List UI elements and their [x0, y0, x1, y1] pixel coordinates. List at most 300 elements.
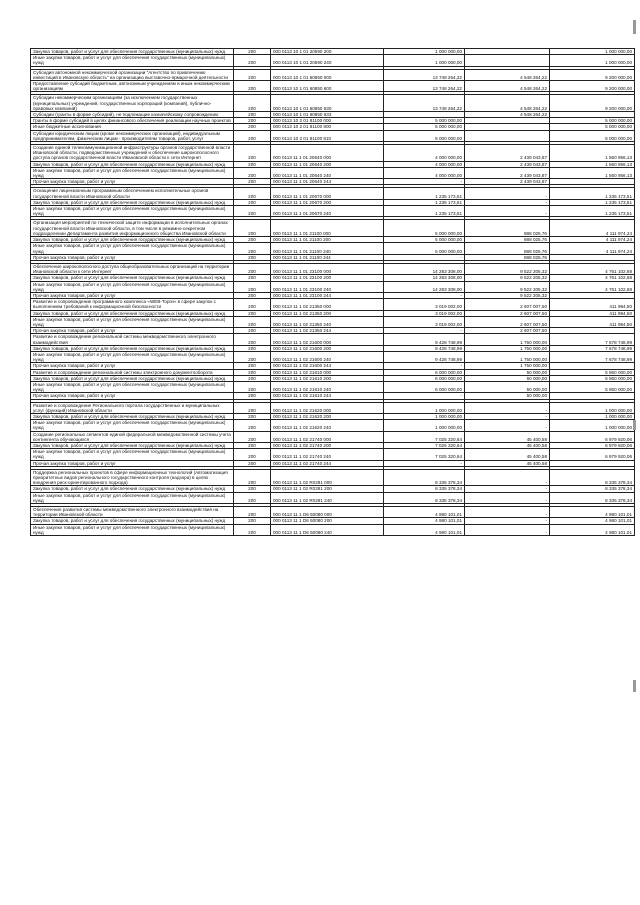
table-row: [31, 449, 635, 460]
cell-code: 200: [234, 118, 271, 124]
cell-name: Иные закупки товаров, работ и услуг для обеспечения государственных (муниципальных) нужд: [31, 243, 234, 254]
table-row: [31, 81, 635, 92]
budget-report-page: [30, 48, 632, 536]
cell-v2: 2 439 043,87: [465, 167, 550, 178]
cell-v1: 8 335 378,34: [384, 486, 465, 492]
cell-kbk: 000 0113 11 1 01 21100 000: [271, 220, 384, 237]
cell-v2: -: [465, 507, 550, 518]
cell-name: Закупка товаров, работ и услуг для обеспечения государственных (муниципальных) нужд: [31, 486, 234, 492]
cell-kbk: 000 0113 11 1 02 21620 000: [271, 402, 384, 413]
cell-name: Иные закупки товаров, работ и услуг для обеспечения государственных (муниципальных) нужд: [31, 167, 234, 178]
cell-v3: 6 979 920,06: [550, 443, 635, 449]
cell-v3: 411 994,50: [550, 299, 635, 310]
cell-v2: -: [465, 413, 550, 419]
cell-v3: 411 994,50: [550, 310, 635, 316]
cell-code: 200: [234, 492, 271, 503]
cell-kbk: 000 0113 11 1 01 20640 000: [271, 145, 384, 162]
cell-v3: 1 560 956,13: [550, 167, 635, 178]
cell-name: Развитие и сопровождение программного комплекса «WEB-Торги» в сфере закупок с выполнением требований к информационной безопасности: [31, 299, 234, 310]
cell-name: Иные бюджетные ассигнования: [31, 124, 234, 130]
cell-code: 200: [234, 292, 271, 298]
cell-name: Прочая закупка товаров, работ и услуг: [31, 292, 234, 298]
cell-v3: 1 235 173,51: [550, 206, 635, 217]
cell-v1: 4 000 000,00: [384, 161, 465, 167]
cell-kbk: 000 0113 11 1 01 20640 200: [271, 161, 384, 167]
cell-code: 200: [234, 443, 271, 449]
cell-kbk: 000 0113 11 1 01 23100 000: [271, 263, 384, 274]
cell-code: 200: [234, 363, 271, 369]
cell-code: 200: [234, 420, 271, 431]
cell-v2: 2 607 007,50: [465, 316, 550, 327]
cell-v1: 1 000 000,00: [384, 402, 465, 413]
cell-v1: 3 019 002,00: [384, 316, 465, 327]
cell-kbk: 000 0113 11 1 02 21620 200: [271, 413, 384, 419]
cell-v2: 2 439 043,87: [465, 179, 550, 185]
cell-kbk: 000 0113 11 1 02 21600 000: [271, 334, 384, 345]
cell-v2: [465, 130, 550, 141]
cell-v1: 1 000 000,00: [384, 55, 465, 66]
cell-name: Закупка товаров, работ и услуг для обеспечения государственных (муниципальных) нужд: [31, 237, 234, 243]
cell-name: Оснащение лицензионным программным обеспечением исполнительных органов государственной власти Ивановской области: [31, 188, 234, 199]
cell-name: Закупка товаров, работ и услуг для обеспечения государственных (муниципальных) нужд: [31, 375, 234, 381]
cell-code: 200: [234, 431, 271, 442]
table-row: [31, 299, 635, 310]
table-row: [31, 263, 635, 274]
cell-kbk: 000 0113 11 1 02 21740 240: [271, 449, 384, 460]
cell-v2: 2 607 007,50: [465, 310, 550, 316]
cell-code: 200: [234, 310, 271, 316]
cell-v3: 4 761 102,68: [550, 281, 635, 292]
cell-v1: 5 000 000,00: [384, 237, 465, 243]
cell-code: 200: [234, 328, 271, 334]
table-row: [31, 507, 635, 518]
cell-v1: 8 335 378,34: [384, 469, 465, 486]
cell-v1: 1 000 000,00: [384, 49, 465, 55]
cell-name: Закупка товаров, работ и услуг для обеспечения государственных (муниципальных) нужд: [31, 345, 234, 351]
cell-v1: 1 235 173,51: [384, 206, 465, 217]
table-row: [31, 524, 635, 535]
cell-v1: 4 980 101,01: [384, 507, 465, 518]
cell-v1: -: [384, 363, 465, 369]
cell-v3: 5 950 000,00: [550, 375, 635, 381]
cell-v3: 4 111 974,24: [550, 220, 635, 237]
cell-name: Создание региональных сегментов единой федеральной межведомственной системы учета контингента обучающихся: [31, 431, 234, 442]
cell-v2: 888 025,76: [465, 254, 550, 260]
table-row: [31, 402, 635, 413]
cell-v3: 1 000 000,00: [550, 49, 635, 55]
cell-code: 200: [234, 69, 271, 80]
cell-v2: -: [465, 420, 550, 431]
cell-v3: 7 678 748,99: [550, 334, 635, 345]
cell-name: Иные закупки товаров, работ и услуг для обеспечения государственных (муниципальных) нужд: [31, 449, 234, 460]
cell-code: 200: [234, 402, 271, 413]
table-row: [31, 167, 635, 178]
cell-code: 200: [234, 254, 271, 260]
cell-kbk: 000 0113 11 1 01 21100 240: [271, 243, 384, 254]
cell-code: 200: [234, 243, 271, 254]
cell-v1: -: [384, 460, 465, 466]
cell-v2: -: [465, 469, 550, 486]
table-row: [31, 188, 635, 199]
cell-v2: 888 025,76: [465, 220, 550, 237]
cell-v3: 9 200 000,00: [550, 81, 635, 92]
cell-kbk: 000 0113 11 1 02 21740 000: [271, 431, 384, 442]
cell-code: 200: [234, 81, 271, 92]
cell-v1: 4 980 101,01: [384, 518, 465, 524]
cell-v2: 9 522 205,32: [465, 281, 550, 292]
cell-v1: -: [384, 254, 465, 260]
budget-execution-table: [30, 48, 635, 536]
cell-name: Прочая закупка товаров, работ и услуг: [31, 179, 234, 185]
cell-name: Закупка товаров, работ и услуг для обеспечения государственных (муниципальных) нужд: [31, 443, 234, 449]
cell-v1: 5 000 000,00: [384, 243, 465, 254]
cell-kbk: 000 0113 11 1 02 21350 200: [271, 310, 384, 316]
cell-kbk: 000 0113 11 1 02 21610 240: [271, 381, 384, 392]
cell-v1: 1 235 173,51: [384, 188, 465, 199]
cell-v2: 9 522 205,32: [465, 275, 550, 281]
cell-v2: 50 000,00: [465, 381, 550, 392]
cell-v3: 5 950 000,00: [550, 369, 635, 375]
cell-v1: 4 000 000,00: [384, 167, 465, 178]
cell-v1: 1 000 000,00: [384, 420, 465, 431]
cell-kbk: 000 0113 11 1 01 21100 200: [271, 237, 384, 243]
cell-v1: 8 335 378,34: [384, 492, 465, 503]
cell-v2: 9 522 205,32: [465, 263, 550, 274]
cell-code: 200: [234, 449, 271, 460]
table-row: [31, 69, 635, 80]
cell-name: Прочая закупка товаров, работ и услуг: [31, 363, 234, 369]
cell-code: 200: [234, 299, 271, 310]
cell-v3: 9 200 000,00: [550, 69, 635, 80]
cell-code: 200: [234, 161, 271, 167]
cell-v2: -: [465, 206, 550, 217]
table-row: [31, 145, 635, 162]
table-body: [31, 49, 635, 536]
cell-v3: 6 979 920,06: [550, 449, 635, 460]
cell-v2: 4 548 264,22: [465, 69, 550, 80]
cell-v1: 4 980 101,01: [384, 524, 465, 535]
cell-v1: -: [384, 328, 465, 334]
cell-v2: 45 400,58: [465, 449, 550, 460]
cell-v3: 1 000 000,00: [550, 55, 635, 66]
cell-v3: 8 335 378,34: [550, 469, 635, 486]
cell-v3: 5 950 000,00: [550, 381, 635, 392]
cell-code: 200: [234, 316, 271, 327]
cell-name: Прочая закупка товаров, работ и услуг: [31, 393, 234, 399]
table-row: [31, 130, 635, 141]
cell-kbk: 000 0113 10 2 01 81100 000: [271, 118, 384, 124]
cell-name: Обеспечение широкополосного доступа общеобразовательных организаций на территории Ивановской области к сети Интернет: [31, 263, 234, 274]
cell-v3: 411 994,50: [550, 316, 635, 327]
cell-code: 200: [234, 55, 271, 66]
table-row: [31, 243, 635, 254]
cell-name: Организация мероприятий по технической защите информации в исполнительных органах государственной власти Ивановской области, в том числе в режимно-секретном подразделении Департамента развития информационного общества Ивановской области: [31, 220, 234, 237]
scan-artifact: [633, 680, 636, 692]
cell-v1: 6 000 000,00: [384, 381, 465, 392]
cell-kbk: 000 0113 11 1 01 23100 240: [271, 281, 384, 292]
cell-v2: -: [465, 524, 550, 535]
table-row: [31, 492, 635, 503]
cell-v1: 14 283 308,00: [384, 281, 465, 292]
cell-kbk: 000 0113 11 1 02 21620 240: [271, 420, 384, 431]
table-row: [31, 316, 635, 327]
cell-code: 200: [234, 275, 271, 281]
cell-v1: -: [384, 292, 465, 298]
cell-v1: 5 000 000,00: [384, 220, 465, 237]
cell-v3: 1 000 000,00: [550, 420, 635, 431]
cell-v3: 4 980 101,01: [550, 524, 635, 535]
cell-kbk: 000 0113 10 2 01 81100 800: [271, 124, 384, 130]
cell-v2: 4 548 264,22: [465, 95, 550, 112]
cell-v3: 4 980 101,01: [550, 518, 635, 524]
scan-artifact: [633, 20, 636, 34]
cell-kbk: 000 0113 11 1 02 21350 000: [271, 299, 384, 310]
cell-name: Закупка товаров, работ и услуг для обеспечения государственных (муниципальных) нужд: [31, 275, 234, 281]
cell-name: Прочая закупка товаров, работ и услуг: [31, 254, 234, 260]
cell-name: Поддержка региональных проектов в сфере информационных технологий (Автоматизация приоритетных видов регионального государственного контроля (надзора) в целях внедрения риск-ориентированного подхода): [31, 469, 234, 486]
cell-kbk: 000 0113 10 1 01 60850 600: [271, 81, 384, 92]
table-row: [31, 220, 635, 237]
cell-v3: 4 761 102,68: [550, 275, 635, 281]
cell-v1: -: [384, 393, 465, 399]
cell-kbk: 000 0113 11 1 01 20670 000: [271, 188, 384, 199]
cell-v2: 1 750 000,00: [465, 345, 550, 351]
cell-kbk: 000 0113 11 1 01 20670 240: [271, 206, 384, 217]
cell-kbk: 000 0113 10 1 01 60850 630: [271, 95, 384, 112]
cell-v2: -: [465, 518, 550, 524]
cell-v1: 3 019 002,00: [384, 310, 465, 316]
cell-v1: 5 000 000,00: [384, 124, 465, 130]
cell-kbk: 000 0113 11 1 01 23100 200: [271, 275, 384, 281]
cell-v2: 50 000,00: [465, 393, 550, 399]
cell-code: 200: [234, 199, 271, 205]
cell-name: Закупка товаров, работ и услуг для обеспечения государственных (муниципальных) нужд: [31, 161, 234, 167]
table-row: [31, 55, 635, 66]
cell-v1: 7 025 320,64: [384, 443, 465, 449]
cell-code: 200: [234, 237, 271, 243]
cell-name: Обеспечение развития системы межведомственного электронного взаимодействия на территории Ивановской области: [31, 507, 234, 518]
cell-name: Иные закупки товаров, работ и услуг для обеспечения государственных (муниципальных) нужд: [31, 492, 234, 503]
cell-name: Закупка товаров, работ и услуг для обеспечения государственных (муниципальных) нужд: [31, 310, 234, 316]
cell-kbk: 000 0113 11 1 02 21350 240: [271, 316, 384, 327]
cell-name: Иные закупки товаров, работ и услуг для обеспечения государственных (муниципальных) нужд: [31, 381, 234, 392]
cell-kbk: 000 0113 11 1 02 R0281 200: [271, 486, 384, 492]
cell-v2: 1 750 000,00: [465, 351, 550, 362]
table-row: [31, 206, 635, 217]
cell-v2: -: [465, 486, 550, 492]
cell-code: 200: [234, 460, 271, 466]
cell-v2: 888 025,76: [465, 237, 550, 243]
cell-v2: 1 750 000,00: [465, 363, 550, 369]
cell-v1: 6 000 000,00: [384, 369, 465, 375]
cell-v3: 7 678 748,99: [550, 345, 635, 351]
cell-kbk: 000 0113 11 1 02 21600 200: [271, 345, 384, 351]
cell-v1: 9 428 748,99: [384, 334, 465, 345]
cell-name: Развитие и сопровождение региональной системы электронного документооборота: [31, 369, 234, 375]
cell-v3: 5 000 000,00: [550, 130, 635, 141]
cell-kbk: 000 0113 11 1 01 20640 244: [271, 179, 384, 185]
cell-v3: 1 560 956,13: [550, 161, 635, 167]
cell-name: Субсидии юридическим лицам (кроме некоммерческих организаций), индивидуальным предпринимателям, физическим лицам - производителям товаров, работ, услуг: [31, 130, 234, 141]
cell-name: Субсидии некоммерческим организациям (за исключением государственных (муниципальных) учреждений, государственных корпораций (компаний), публично-правовых компаний): [31, 95, 234, 112]
cell-name: Развитие и сопровождение региональной системы межведомственного электронного взаимодействия: [31, 334, 234, 345]
cell-v1: 3 019 002,00: [384, 299, 465, 310]
cell-v3: 4 761 102,68: [550, 263, 635, 274]
cell-name: Закупка товаров, работ и услуг для обеспечения государственных (муниципальных) нужд: [31, 199, 234, 205]
cell-v1: 5 000 000,00: [384, 118, 465, 124]
cell-v2: 50 000,00: [465, 375, 550, 381]
cell-v2: 45 400,58: [465, 443, 550, 449]
cell-v3: 1 235 173,51: [550, 188, 635, 199]
cell-v1: 14 283 308,00: [384, 263, 465, 274]
cell-kbk: 000 0113 11 1 02 21350 244: [271, 328, 384, 334]
table-row: [31, 334, 635, 345]
cell-code: 200: [234, 179, 271, 185]
cell-v3: 8 335 378,34: [550, 492, 635, 503]
cell-v3: 1 560 956,13: [550, 145, 635, 162]
cell-code: 200: [234, 124, 271, 130]
cell-v1: 1 235 173,51: [384, 199, 465, 205]
cell-name: Иные закупки товаров, работ и услуг для обеспечения государственных (муниципальных) нужд: [31, 524, 234, 535]
cell-v2: -: [465, 402, 550, 413]
table-row: [31, 281, 635, 292]
cell-v1: -: [384, 179, 465, 185]
cell-v1: 4 000 000,00: [384, 145, 465, 162]
cell-v2: 2 607 007,50: [465, 299, 550, 310]
cell-code: 200: [234, 375, 271, 381]
cell-v1: 7 025 320,64: [384, 449, 465, 460]
cell-v3: 5 000 000,00: [550, 118, 635, 124]
cell-kbk: 000 0113 11 1 01 20670 200: [271, 199, 384, 205]
cell-v2: 4 548 264,22: [465, 112, 550, 118]
cell-kbk: 000 0113 10 1 01 60850 000: [271, 69, 384, 80]
cell-v3: 8 335 378,34: [550, 486, 635, 492]
cell-kbk: 000 0113 11 1 D6 50080 240: [271, 524, 384, 535]
cell-name: Закупка товаров, работ и услуг для обеспечения государственных (муниципальных) нужд: [31, 49, 234, 55]
cell-v2: 1 750 000,00: [465, 334, 550, 345]
cell-name: Иные закупки товаров, работ и услуг для обеспечения государственных (муниципальных) нужд: [31, 351, 234, 362]
cell-code: 200: [234, 334, 271, 345]
cell-kbk: 000 0113 11 1 02 21600 244: [271, 363, 384, 369]
cell-kbk: 000 0113 10 1 01 20590 200: [271, 49, 384, 55]
cell-v2: 50 000,00: [465, 369, 550, 375]
cell-name: Закупка товаров, работ и услуг для обеспечения государственных (муниципальных) нужд: [31, 413, 234, 419]
cell-name: Закупка товаров, работ и услуг для обеспечения государственных (муниципальных) нужд: [31, 518, 234, 524]
cell-v1: 7 025 320,64: [384, 431, 465, 442]
cell-code: 200: [234, 281, 271, 292]
table-row: [31, 381, 635, 392]
cell-v1: 5 000 000,00: [384, 130, 465, 141]
cell-v3: 9 200 000,00: [550, 95, 635, 112]
cell-kbk: 000 0113 11 1 02 21610 244: [271, 393, 384, 399]
cell-code: 200: [234, 486, 271, 492]
cell-code: 200: [234, 518, 271, 524]
cell-kbk: 000 0113 11 1 01 20640 240: [271, 167, 384, 178]
cell-v1: 13 748 264,22: [384, 81, 465, 92]
cell-code: 200: [234, 469, 271, 486]
cell-v2: 2 607 007,50: [465, 328, 550, 334]
cell-v2: 2 439 043,87: [465, 145, 550, 162]
table-row: [31, 95, 635, 112]
cell-kbk: 000 0113 10 1 01 20590 240: [271, 55, 384, 66]
cell-v2: -: [465, 199, 550, 205]
cell-v3: 4 111 974,24: [550, 237, 635, 243]
cell-v1: 6 000 000,00: [384, 375, 465, 381]
cell-kbk: 000 0113 11 1 02 R0281 000: [271, 469, 384, 486]
cell-code: 200: [234, 369, 271, 375]
cell-kbk: 000 0113 11 1 02 21600 240: [271, 351, 384, 362]
table-row: [31, 469, 635, 486]
cell-v1: 13 748 264,22: [384, 69, 465, 80]
cell-code: 200: [234, 263, 271, 274]
cell-v2: [465, 55, 550, 66]
cell-v1: 9 428 748,99: [384, 345, 465, 351]
cell-kbk: 000 0113 11 1 02 R0281 240: [271, 492, 384, 503]
cell-v2: 45 400,58: [465, 431, 550, 442]
cell-v3: 7 678 748,99: [550, 351, 635, 362]
scan-artifact: [633, 420, 636, 430]
cell-name: Иные закупки товаров, работ и услуг для обеспечения государственных (муниципальных) нужд: [31, 206, 234, 217]
cell-kbk: 000 0113 11 1 02 21610 200: [271, 375, 384, 381]
cell-name: Субсидии (гранты в форме субсидий), не подлежащие казначейскому сопровождению: [31, 112, 234, 118]
cell-v3: 4 111 974,24: [550, 243, 635, 254]
cell-kbk: 000 0113 11 1 D6 50080 200: [271, 518, 384, 524]
cell-v1: 13 748 264,22: [384, 95, 465, 112]
cell-name: Предоставление субсидий бюджетным, автономным учреждениям и иным некоммерческим организациям: [31, 81, 234, 92]
cell-code: 200: [234, 381, 271, 392]
cell-code: 200: [234, 95, 271, 112]
cell-code: 200: [234, 507, 271, 518]
cell-code: 200: [234, 220, 271, 237]
cell-code: 200: [234, 206, 271, 217]
cell-code: 200: [234, 145, 271, 162]
cell-code: 200: [234, 130, 271, 141]
cell-v3: 4 980 101,01: [550, 507, 635, 518]
cell-code: 200: [234, 49, 271, 55]
cell-kbk: 000 0113 11 1 02 21740 200: [271, 443, 384, 449]
cell-name: Субсидия автономной некоммерческой организации "Агентство по привлечению инвестиций в Ивановскую область" на организацию выставочно-ярмарочной деятельности: [31, 69, 234, 80]
cell-kbk: 000 0113 11 1 01 21100 244: [271, 254, 384, 260]
cell-kbk: 000 0113 10 1 01 60850 633: [271, 112, 384, 118]
table-row: [31, 420, 635, 431]
cell-v2: 9 522 205,32: [465, 292, 550, 298]
cell-code: 200: [234, 413, 271, 419]
cell-code: 200: [234, 345, 271, 351]
cell-code: 200: [234, 188, 271, 199]
cell-v3: 1 235 173,51: [550, 199, 635, 205]
cell-name: Иные закупки товаров, работ и услуг для обеспечения государственных (муниципальных) нужд: [31, 420, 234, 431]
cell-name: Создание единой телекоммуникационной инфраструктуры органов государственной власти Ивановской области, подведомственных учреждений и обеспечение широкополосного доступа органов государственной власти Ивановской области к сети Интернет: [31, 145, 234, 162]
cell-name: Иные закупки товаров, работ и услуг для обеспечения государственных (муниципальных) нужд: [31, 281, 234, 292]
cell-code: 200: [234, 112, 271, 118]
cell-v3: 1 000 000,00: [550, 413, 635, 419]
cell-v2: 888 025,76: [465, 243, 550, 254]
cell-v1: 9 428 748,99: [384, 351, 465, 362]
cell-v3: 6 979 920,06: [550, 431, 635, 442]
cell-v3: 5 000 000,00: [550, 124, 635, 130]
table-row: [31, 431, 635, 442]
cell-kbk: 000 0113 11 1 02 21740 244: [271, 460, 384, 466]
cell-kbk: 000 0113 10 2 01 81100 810: [271, 130, 384, 141]
cell-code: 200: [234, 524, 271, 535]
table-row: [31, 351, 635, 362]
cell-name: Прочая закупка товаров, работ и услуг: [31, 328, 234, 334]
cell-name: Развитие и сопровождение Регионального портала государственных и муниципальных услуг (функций) Ивановской области: [31, 402, 234, 413]
cell-name: Прочая закупка товаров, работ и услуг: [31, 460, 234, 466]
cell-v2: 2 439 043,87: [465, 161, 550, 167]
cell-kbk: 000 0113 11 1 02 21610 000: [271, 369, 384, 375]
cell-v3: 1 000 000,00: [550, 402, 635, 413]
